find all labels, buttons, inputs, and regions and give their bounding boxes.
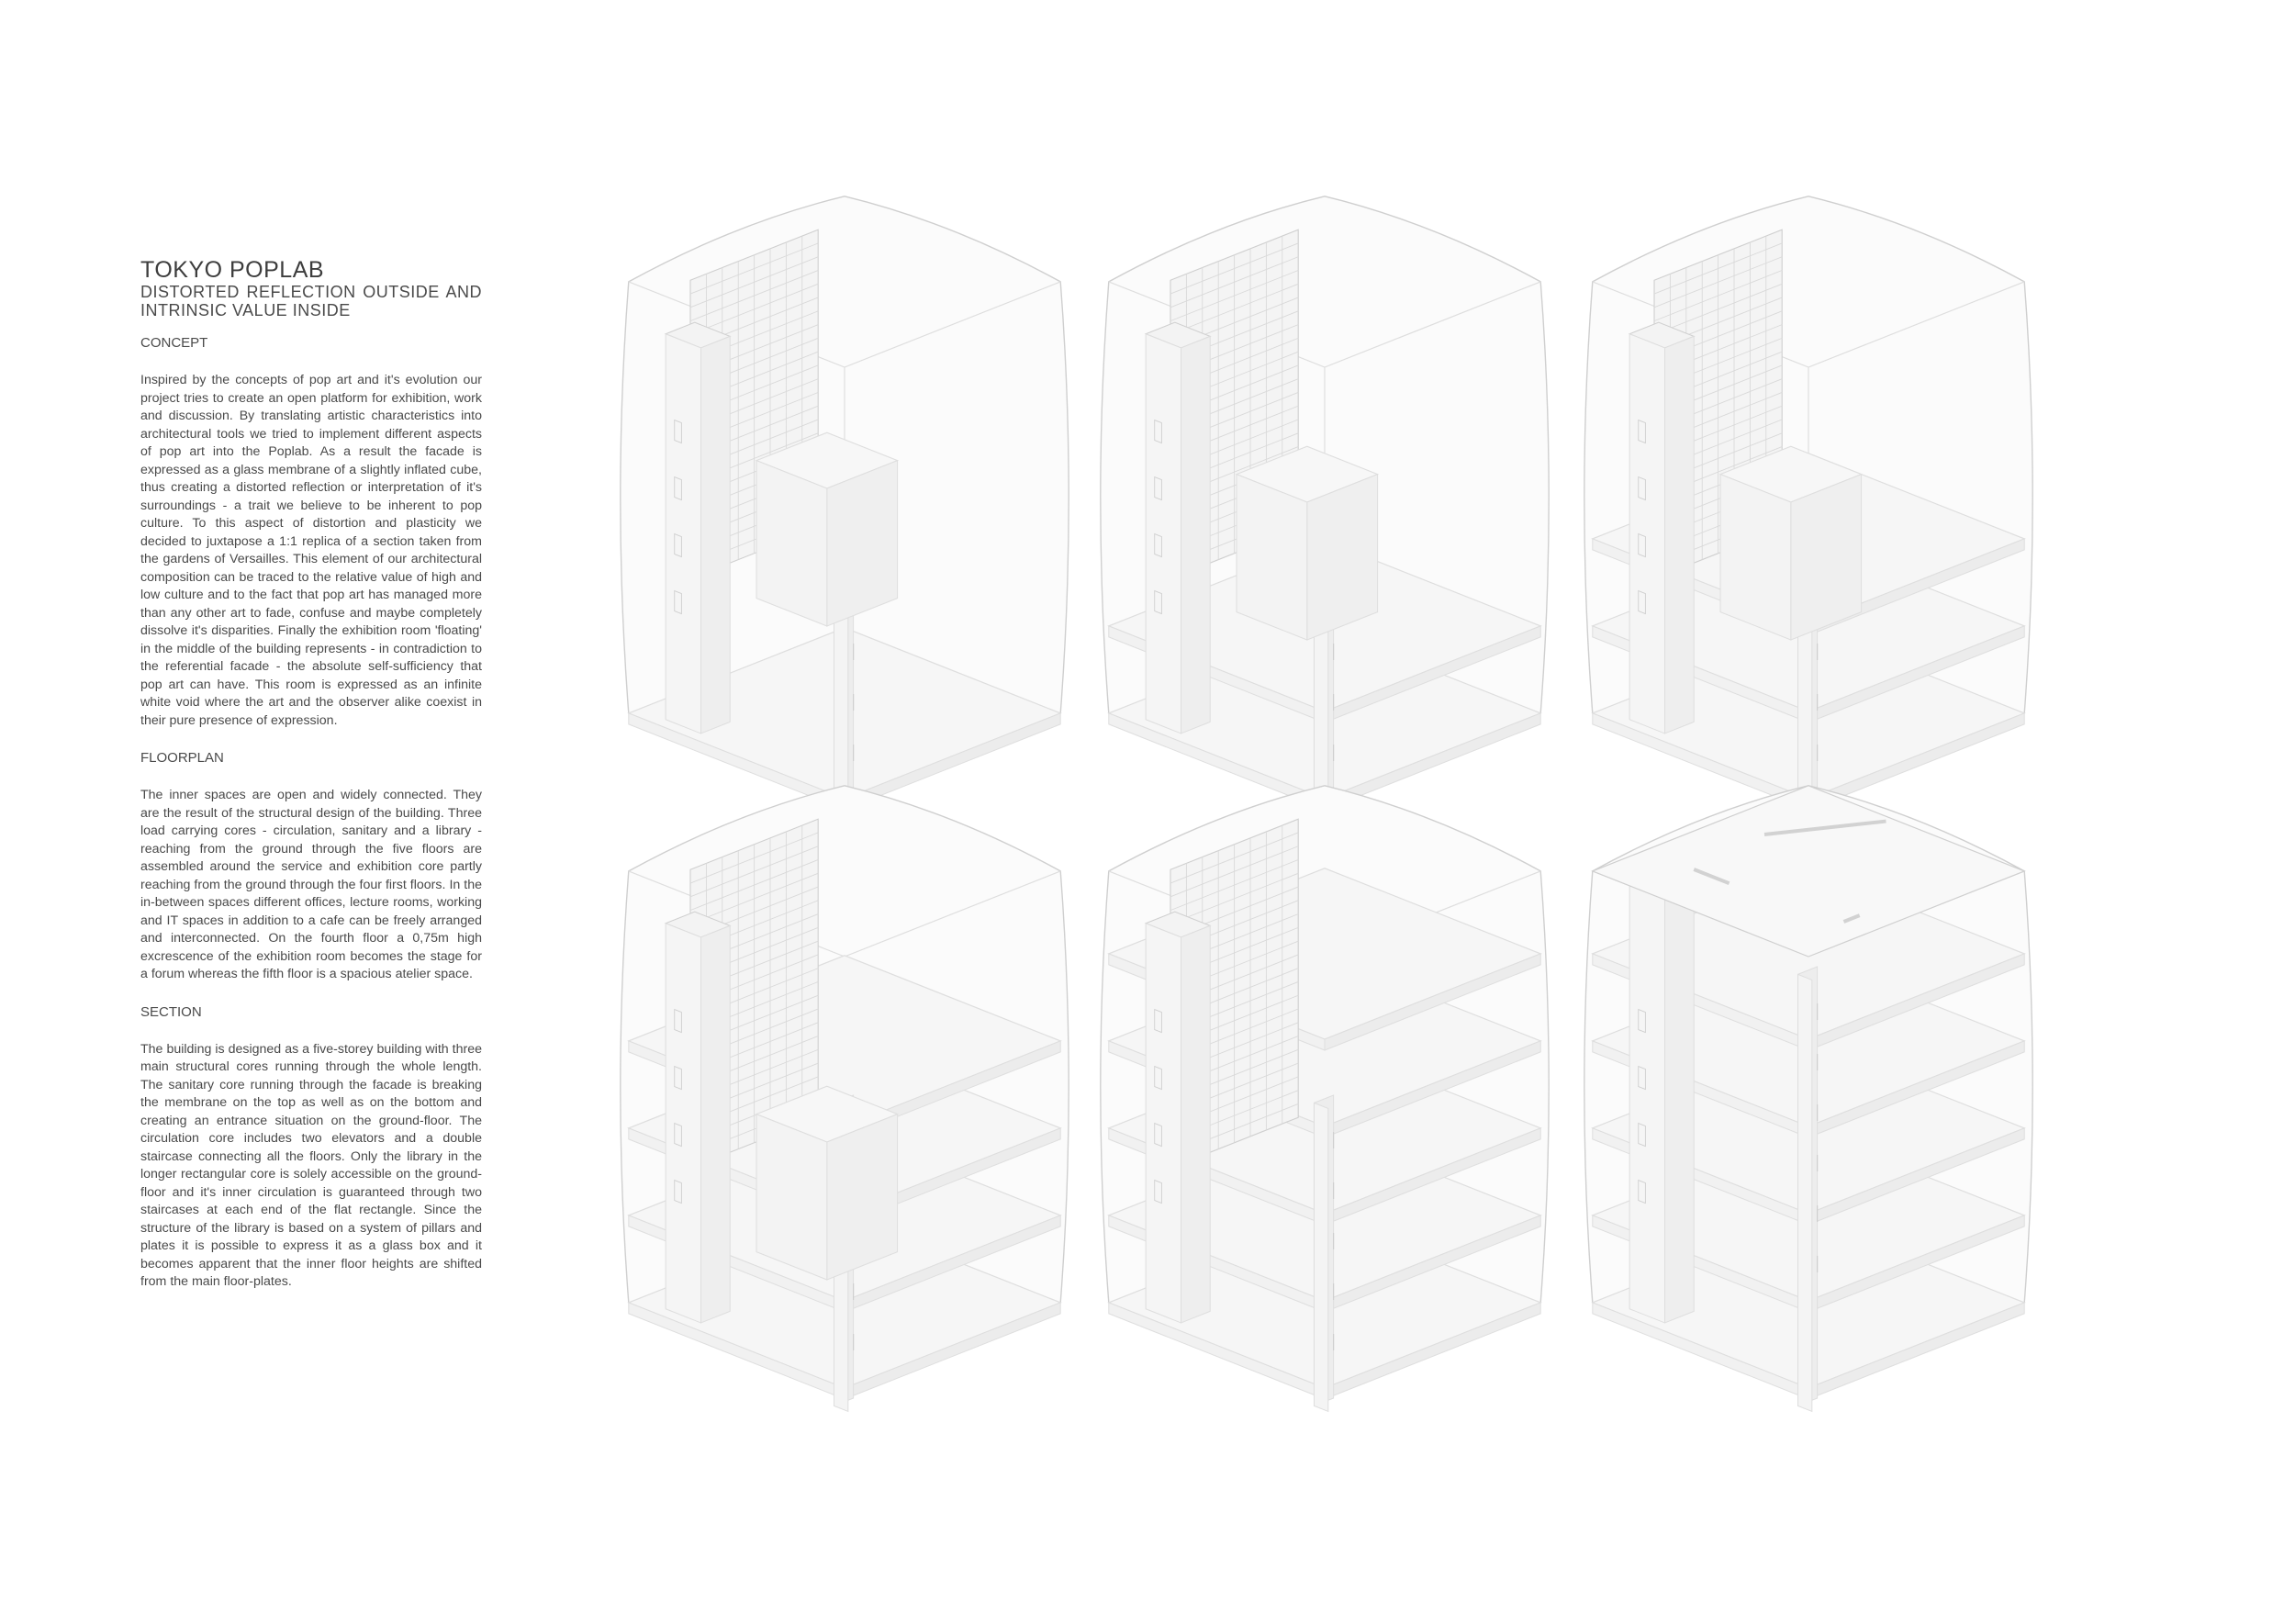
- floor-slab: [1109, 1217, 1540, 1388]
- floor-slab: [1109, 956, 1540, 1126]
- circulation-core: [1665, 879, 1695, 1323]
- floor-slab: [1593, 1130, 2024, 1301]
- skylight-slot: [1843, 915, 1859, 922]
- floor-slab: [1109, 1130, 1540, 1301]
- roof-plate: [1593, 786, 2024, 957]
- membrane-outline: [1101, 786, 1549, 1388]
- circulation-core: [701, 336, 731, 734]
- garden-section-panel: [1170, 819, 1298, 1168]
- floor-slab: [1593, 454, 2024, 624]
- floor-slab: [1593, 541, 2024, 711]
- axonometric-diagram-2: [1101, 196, 1549, 823]
- garden-section-panel: [690, 230, 818, 578]
- floor-slab: [629, 1130, 1060, 1301]
- axonometric-diagram-3: [1584, 196, 2032, 823]
- floor-slab: [1593, 956, 2024, 1126]
- sanitary-core: [1314, 506, 1333, 816]
- axonometric-diagram-4: [621, 786, 1069, 1412]
- sanitary-core: [834, 506, 853, 816]
- document-subtitle: DISTORTED REFLECTION OUTSIDE AND INTRINSIC VALUE INSIDE: [140, 283, 482, 319]
- axonometric-diagram-6: [1584, 786, 2032, 1412]
- floor-slab: [1109, 1043, 1540, 1214]
- circulation-core: [701, 925, 731, 1323]
- exhibition-room: [756, 432, 898, 488]
- exhibition-room: [756, 1086, 898, 1142]
- floor-slab: [629, 1217, 1060, 1388]
- exhibition-room: [1237, 446, 1378, 502]
- membrane-outline: [1584, 196, 2032, 799]
- floor-slab: [1593, 628, 2024, 799]
- circulation-core: [1181, 925, 1211, 1323]
- sanitary-core: [834, 1095, 853, 1406]
- skylight-slot: [1694, 869, 1729, 883]
- garden-section-panel: [1654, 230, 1782, 578]
- garden-section-panel: [690, 819, 818, 1168]
- floor-slab: [629, 628, 1060, 799]
- membrane-outline: [1584, 786, 2032, 1388]
- skylight-slot: [1764, 822, 1886, 834]
- membrane-outline: [1101, 196, 1549, 799]
- sanitary-core: [1797, 967, 1817, 1406]
- floor-slab: [1109, 628, 1540, 799]
- section-heading-section: SECTION: [140, 1003, 202, 1020]
- floor-slab: [1109, 541, 1540, 711]
- section-body-floorplan: The inner spaces are open and widely connected. They are the result of the structural design of the building. Three load carrying cores - circulation, sanitary and a library - reaching from the ground through the five floors are assembled around the service and exhibition core partly reaching from the ground through the four first floors. In the in-between spaces different offices, lecture rooms, working and IT spaces in addition to a cafe can be freely arranged and interconnected. On the fourth floor a 0,75m high excrescence of the exhibition room becomes the stage for a forum whereas the fifth floor is a spacious atelier space.: [140, 788, 482, 981]
- membrane-outline: [621, 786, 1069, 1388]
- circulation-core: [1181, 336, 1211, 734]
- floor-slab: [629, 956, 1060, 1126]
- axonometric-diagram-1: [621, 196, 1069, 823]
- document-title: TOKYO POPLAB: [140, 257, 325, 283]
- sanitary-core: [1797, 506, 1817, 816]
- floor-slab: [1593, 868, 2024, 1039]
- section-body-concept: Inspired by the concepts of pop art and it's evolution our project tries to create an open platform for exhibition, work and discussion. By translating artistic characteristics into architectural tools we tried to implement different aspects of pop art into the Poplab. As a result the facade is expressed as a glass membrane of a slightly inflated cube, thus creating a distorted reflection or interpretation of it's surroundings - a trait we believe to be inherent to pop culture. To this aspect of distortion and plasticity we decided to juxtapose a 1:1 replica of a section taken from the gardens of Versailles. This element of our architectural composition can be traced to the relative value of high and low culture and to the fact that pop art has managed more than any other art to fade, confuse and maybe completely dissolve it's disparities. Finally the exhibition room 'floating' in the middle of the building represents - in contradiction to the referential facade - the absolute self-sufficiency that pop art can have. This room is expressed as an infinite white void where the art and the observer alike coexist in their pure presence of expression.: [140, 373, 482, 728]
- floor-slab: [629, 1043, 1060, 1214]
- section-heading-floorplan: FLOORPLAN: [140, 750, 224, 766]
- floor-slab: [1593, 1217, 2024, 1388]
- sanitary-core: [1314, 1095, 1333, 1406]
- floor-slab: [1593, 1043, 2024, 1214]
- section-heading-concept: CONCEPT: [140, 335, 208, 351]
- axonometric-diagram-5: [1101, 786, 1549, 1412]
- text-column: [140, 259, 482, 1312]
- exhibition-room: [1720, 446, 1862, 502]
- garden-section-panel: [1170, 230, 1298, 578]
- circulation-core: [1665, 336, 1695, 734]
- membrane-outline: [621, 196, 1069, 799]
- section-body-section: The building is designed as a five-storey building with three main structural cores running through the whole length. The sanitary core running through the facade is breaking the membrane on the top as well as on the bottom and creating an entrance situation on the ground-floor. The circulation core includes two elevators and a double staircase connecting all the floors. Only the library in the longer rectangular core is solely accessible on the ground-floor and it's inner circulation is guaranteed through two staircases at each end of the flat rectangle. Since the structure of the library is based on a system of pillars and plates it is possible to express it as a glass box and it becomes apparent that the inner floor heights are shifted from the main floor-plates.: [140, 1041, 482, 1289]
- floor-slab: [1109, 868, 1540, 1039]
